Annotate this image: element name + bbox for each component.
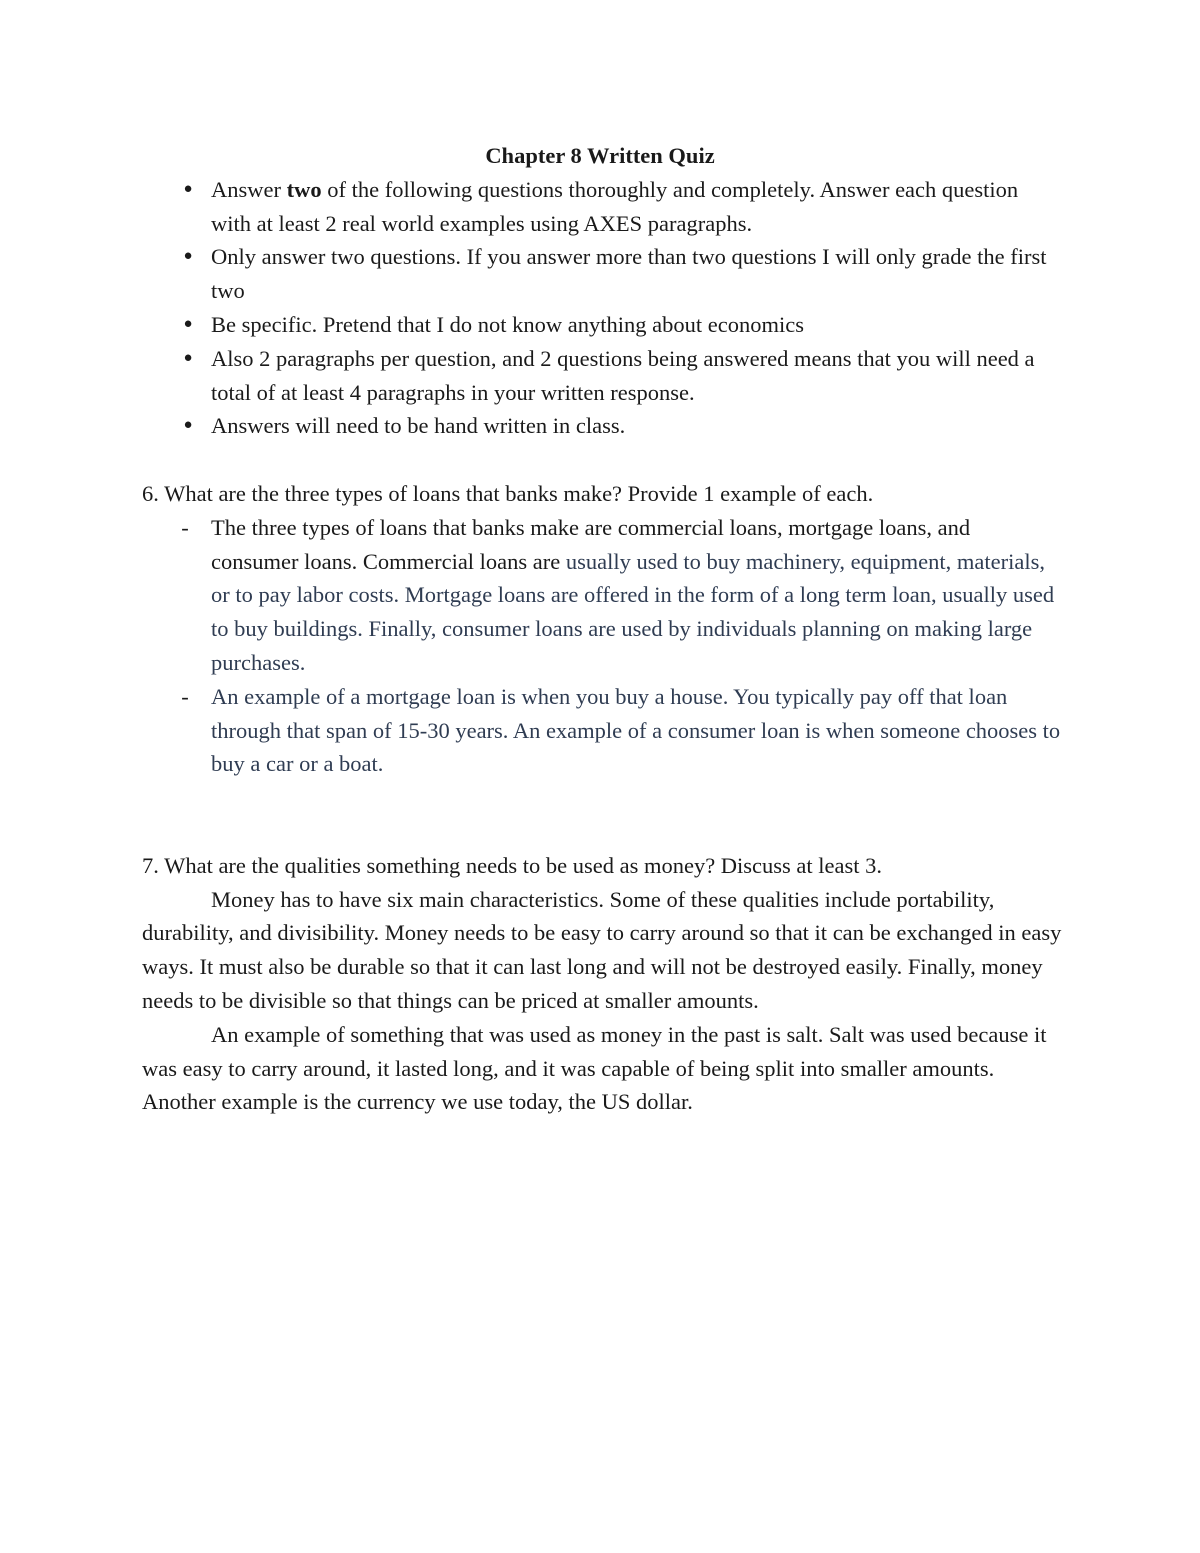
instruction-text: Also 2 paragraphs per question, and 2 questions being answered means that you will need a total of at least 4 paragraphs in your written response.	[211, 345, 1035, 405]
instruction-item	[142, 308, 1062, 342]
bullet-icon: ●	[183, 417, 193, 434]
instruction-text: of the following questions thoroughly and completely. Answer each question with at least 2 real world examples using AXES paragraphs.	[211, 176, 1019, 236]
instruction-text: Answer	[211, 176, 287, 202]
blank-line	[142, 815, 1062, 849]
document-content	[142, 139, 1062, 1119]
instruction-text: Answers will need to be hand written in class.	[211, 413, 626, 439]
question-7-prompt: 7. What are the qualities something needs to be used as money? Discuss at least 3.	[142, 852, 883, 878]
dash-icon: -	[181, 683, 189, 709]
instruction-item	[142, 342, 1062, 410]
answer-paragraph: Money has to have six main characteristics. Some of these qualities include portability, durability, and divisibility. Money needs to be easy to carry around so that it can be exchanged in easy ways. It must also be durable so that it can last long and will not be destroyed easily. Finally, money needs to be divisible so that things can be priced at smaller amounts.	[142, 886, 1062, 1013]
bullet-icon: ●	[183, 180, 193, 197]
answer-item	[142, 511, 1062, 680]
document-title: Chapter 8 Written Quiz	[485, 143, 715, 168]
instruction-item	[142, 409, 1062, 443]
dash-icon: -	[181, 514, 189, 540]
answer-text: The three types of loans that banks make are commercial loans, mortgage loans, and consumer loans. Commercial loans are	[211, 514, 971, 574]
instruction-text: Be specific. Pretend that I do not know anything about economics	[211, 311, 804, 337]
answer-paragraph: An example of something that was used as money in the past is salt. Salt was used because it was easy to carry around, it lasted long, and it was capable of being split into smaller amounts. Another example is the currency we use today, the US dollar.	[142, 1021, 1047, 1115]
bullet-icon: ●	[183, 349, 193, 366]
instruction-bold-text: two	[286, 176, 322, 202]
answer-text-blue: usually used to buy machinery, equipment, materials, or to pay labor costs. Mortgage loans are offered in the form of a long term loan, usually used to buy buildings. Finally, consumer loans are used by individuals planning on making large purchases.	[211, 548, 1055, 675]
question-6-prompt: 6. What are the three types of loans that banks make? Provide 1 example of each.	[142, 480, 874, 506]
answer-text-blue: An example of a mortgage loan is when you buy a house. You typically pay off that loan through that span of 15-30 years. An example of a consumer loan is when someone chooses to buy a car or a boat.	[211, 683, 1061, 777]
bullet-icon: ●	[183, 315, 193, 332]
instruction-item	[142, 173, 1062, 241]
blank-line	[142, 781, 1062, 815]
bullet-icon: ●	[183, 248, 193, 265]
instruction-item	[142, 240, 1062, 308]
question-6-answers	[142, 511, 1062, 781]
instructions-list	[142, 173, 1062, 443]
blank-line	[142, 443, 1062, 477]
answer-item	[142, 680, 1062, 781]
instruction-text: Only answer two questions. If you answer more than two questions I will only grade the first two	[211, 244, 1047, 304]
